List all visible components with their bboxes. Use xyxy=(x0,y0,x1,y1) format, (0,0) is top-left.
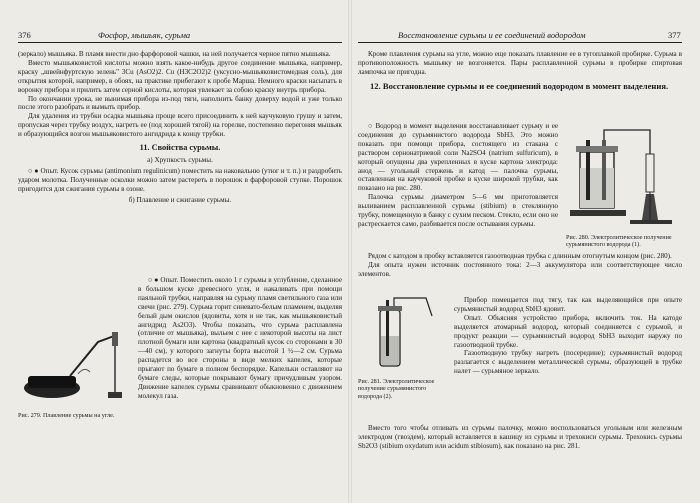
left-paragraph: ○ ● Опыт. Кусок сурьмы (antimonium regulinicum) поместить на наковальню (утюг и т. п.) и раздробить ударом молотка. Полученные осколки можно затем растереть в порошок в фарфоровой ступке. Порошок пригодится для сжигания сурьмы в озоне. xyxy=(18,166,342,193)
left-wrap-column xyxy=(138,276,342,401)
right-paragraph: Палочка сурьмы диаметром 5—6 мм приготовляется выливанием расплавленной сурьмы (stibium) в стеклянную трубку, помещенную в банку с сухим песком. Стекло, если оно не растрескается само, разбивается после остывания сурьмы. xyxy=(358,193,558,228)
right-text-bottom xyxy=(358,424,682,451)
right-wrap-column-1 xyxy=(358,122,558,229)
left-paragraph: Вместо мышьяковистой кислоты можно взять какое-нибудь другое соединение мышьяка, например, краску „швейнфуртскую зелень" 3Cu (AsO2)2. Cu (H3C2O2)2 (уксусно-мышьяковистомедная соль), для открытия которой, например, в обоях, на практике прибегают к пробе Марша. Немного краски насыпать в воронку прибора и прилить затем серной кислоты, которая увлекает за собою краску внутрь прибора. xyxy=(18,58,342,94)
right-wrap-column-2 xyxy=(454,296,682,376)
right-paragraph: Опыт. Объясняя устройство прибора, включить ток. На катоде выделяется атомарный водород, который соединяется с сурьмой, и продукт реакции — сурьмянистый водород SbH3 выходит наружу по газоотводной трубке. xyxy=(454,313,682,349)
section-title-12: 12. Восстановление сурьмы и ее соединений водородом в момент выделения. xyxy=(370,80,669,91)
left-paragraph: По окончании урока, не вынимая прибора из-под тяги, наполнить банку доверху водой и уже только после этого разобрать и вымыть прибор. xyxy=(18,94,342,112)
right-text-top xyxy=(358,50,682,94)
right-paragraph: Газоотводную трубку нагреть (посередине); сурьмянистый водород разлагается с выделением металлической сурьмы, образующей в трубке налет — сурьмяное зеркало. xyxy=(454,349,682,376)
section-title-11: 11. Свойства сурьмы. xyxy=(139,143,221,153)
subheading-b: б) Плавление и сжигание сурьмы. xyxy=(128,195,232,204)
figure-279-caption: Рис. 279. Плавление сурьмы на угле. xyxy=(18,412,115,419)
left-page-number: 376 xyxy=(18,30,31,40)
right-header-title: Восстановление сурьмы и ее соединений водородом xyxy=(398,30,586,40)
right-text-middle xyxy=(358,252,682,279)
figure-279 xyxy=(18,330,130,408)
right-paragraph: ○ Водород в момент выделения восстанавливает сурьму и ее соединения до сурьмянистого водорода SbH3. Это можно показать при помощи прибора, состоящего из стакана с раствором сернонатриевой соли Na2SO4 (natrium sulfuricum), в который опущены два укрепленных в куске картона электрода: анод — угольный стержень и катод — палочка сурьмы, оставленная на каучуковой пробке в куске широкой трубки, как показано на рис. 280. xyxy=(358,122,558,193)
right-paragraph: Рядом с катодом в пробку вставляется газоотводная трубка с длинным отогнутым концом (рис. 280). xyxy=(368,252,672,260)
figure-280-caption: Рис. 280. Электролитическое получение сурьмянистого водорода (1). xyxy=(566,234,672,249)
left-header-title: Фосфор, мышьяк, сурьма xyxy=(98,30,191,40)
right-paragraph: Прибор помещается под тягу, так как выделяющийся при опыте сурьмянистый водород SbH3 ядовит. xyxy=(454,296,682,313)
left-paragraph: ○ ● Опыт. Поместить около 1 г сурьмы в углубление, сделанное в большом куске древесного угля, и накаливать при помощи паяльной трубки, направляя на сурьму пламя светильного газа или свечи (рис. 279). Сурьма горит синевато-белым пламенем, выделяя белый дым окислов (ядовиты, хотя и не так, как мышьяковистый ангидрид As2O3). Чтобы показать, что сурьма расплавлена (отличие от мышьяка), выльем с нее с некоторой высоты на лист плотной бумаги или картона (квадратный кусок со сторонами в 30—40 см), у которого загнуты борта высотой 1 ½—2 см. Сурьма распадется во все стороны в виде мелких капелек, которые прыгают по бумаге в полном беспорядке. Капельки оставляют на бумаге следы, которые покрывают бумагу причудливым узором. Движение капелек сурьмы сравнивают обыкновенно с движением молекул газа. xyxy=(138,276,342,400)
right-page xyxy=(350,0,700,503)
right-paragraph: Кроме плавления сурьмы на угле, можно еще показать плавление ее в тугоплавкой пробирке. Сурьма в противоположность мышьяку не возгоняется. Пары расплавленной сурьмы в пробирке спиртовая лампочка не пригодна. xyxy=(358,50,682,76)
figure-280 xyxy=(564,124,682,228)
subheading-a: а) Хрупкость сурьмы. xyxy=(147,155,213,164)
figure-281 xyxy=(370,296,436,374)
right-header-rule xyxy=(358,42,682,43)
figure-281-caption: Рис. 281. Электролитическое получение сурьмянистого водорода (2). xyxy=(358,378,435,400)
right-paragraph: Для опыта нужен источник постоянного тока: 2—3 аккумулятора или соответствующее число элементов. xyxy=(358,260,682,278)
left-header-rule xyxy=(18,42,342,43)
right-page-number: 377 xyxy=(668,30,681,40)
left-paragraph: (зеркало) мышьяка. В пламя внести дно фарфоровой чашки, на ней получается черное пятно мышьяка. xyxy=(18,50,331,58)
right-paragraph: Вместо того чтобы отливать из сурьмы палочку, можно воспользоваться угольным или железным электродом (гвоздем), который вставляется в кашицу из сурьмы и трехокиси сурьмы. Трехокись сурьмы Sb2O3 (stibium oxydatum или acidum stibiosum), как показано на рис. 281. xyxy=(358,424,682,450)
left-paragraph: Для удаления из трубки осадка мышьяка проще всего присоединить к ней каучуковую грушу и затем, пропуская через трубку воздух, нагреть ее (под хорошей тягой) на горелке, постепенно перегоняя мышьяк и образующийся возгон мышьяковистого ангидрида к концу трубки. xyxy=(18,112,342,139)
left-text-column xyxy=(18,50,342,207)
